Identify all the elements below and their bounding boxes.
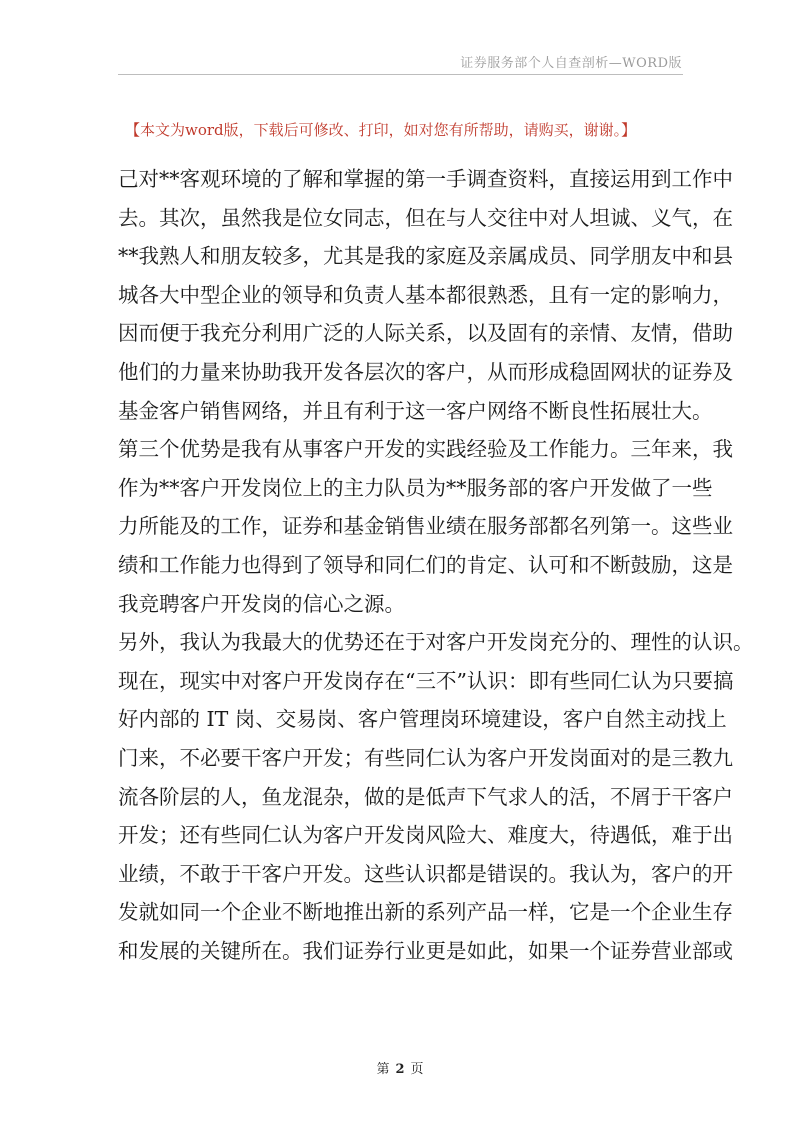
body-line: 去。其次，虽然我是位女同志，但在与人交往中对人坦诚、义气，在 [118, 205, 733, 230]
body-line: 作为**客户开发岗位上的主力队员为**服务部的客户开发做了一些 [118, 475, 713, 500]
body-line: 他们的力量来协助我开发各层次的客户，从而形成稳固网状的证券及 [118, 359, 733, 384]
body-line: 流各阶层的人，鱼龙混杂，做的是低声下气求人的活，不屑于干客户 [118, 784, 733, 809]
body-line: 和发展的关键所在。我们证券行业更是如此，如果一个证券营业部或 [118, 938, 733, 963]
body-line: 城各大中型企业的领导和负责人基本都很熟悉，且有一定的影响力， [118, 282, 733, 307]
page-header-title: 证券服务部个人自查剖析—WORD版 [460, 56, 682, 71]
page-number-suffix: 页 [410, 1062, 424, 1077]
body-line: 开发；还有些同仁认为客户开发岗风险大、难度大，待遇低，难于出 [118, 823, 733, 848]
body-line: 我竞聘客户开发岗的信心之源。 [118, 591, 405, 616]
body-line: 绩和工作能力也得到了领导和同仁们的肯定、认可和不断鼓励，这是 [118, 552, 733, 577]
body-line: 力所能及的工作，证券和基金销售业绩在服务部都名列第一。这些业 [118, 514, 733, 539]
body-line: 因而便于我充分利用广泛的人际关系，以及固有的亲情、友情，借助 [118, 321, 733, 346]
document-body [118, 160, 754, 970]
page-footer [0, 1058, 800, 1077]
body-line: 门来，不必要干客户开发；有些同仁认为客户开发岗面对的是三教九 [118, 745, 733, 770]
body-line: 基金客户销售网络，并且有利于这一客户网络不断良性拓展壮大。 [118, 398, 713, 423]
body-line: 好内部的 IT 岗、交易岗、客户管理岗环境建设，客户自然主动找上 [118, 707, 727, 732]
header-divider [118, 74, 683, 75]
body-line: 现在，现实中对客户开发岗存在“三不”认识：即有些同仁认为只要搞 [118, 668, 734, 693]
body-line: 业绩，不敢于干客户开发。这些认识都是错误的。我认为，客户的开 [118, 861, 733, 886]
body-line: 另外，我认为我最大的优势还在于对客户开发岗充分的、理性的认识。 [118, 630, 754, 655]
body-line: 己对**客观环境的了解和掌握的第一手调查资料，直接运用到工作中 [118, 167, 733, 191]
body-line: 第三个优势是我有从事客户开发的实践经验及工作能力。三年来，我 [118, 437, 733, 462]
page-number: 2 [395, 1062, 405, 1077]
download-notice: 【本文为word版，下载后可修改、打印，如对您有所帮助，请购买，谢谢。】 [125, 121, 637, 139]
body-line: **我熟人和朋友较多，尤其是我的家庭及亲属成员、同学朋友中和县 [118, 244, 733, 269]
body-line: 发就如同一个企业不断地推出新的系列产品一样，它是一个企业生存 [118, 900, 733, 925]
page-number-prefix: 第 [376, 1062, 390, 1077]
